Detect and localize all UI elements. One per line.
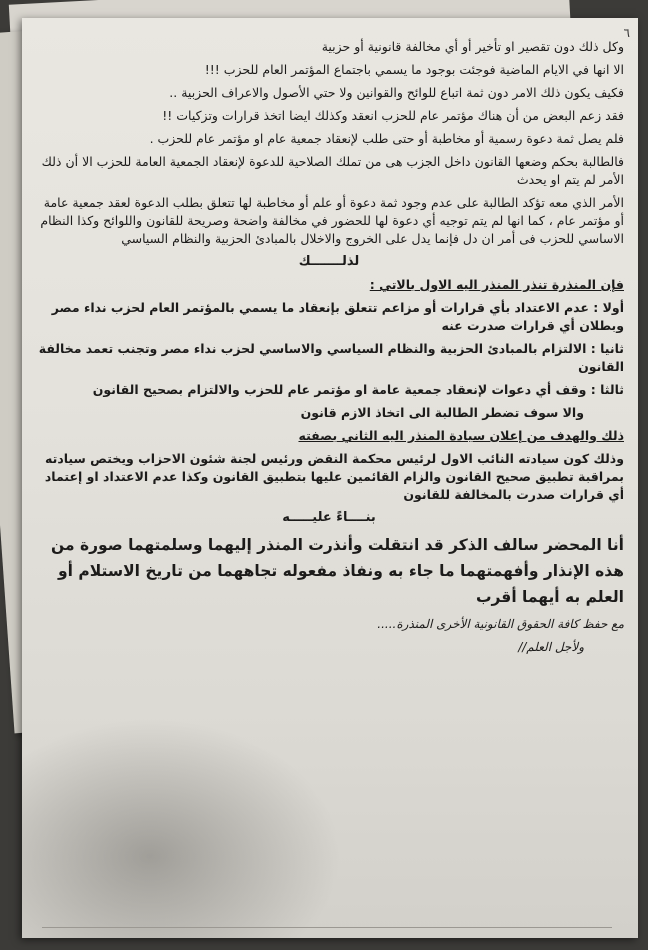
based-heading: بنــــاءً عليـــــه (282, 510, 376, 525)
bottom-rule (42, 927, 612, 928)
paragraph: فالطالبة بحكم وضعها القانون داخل الجزب هى من تملك الصلاحية للدعوة لإنعقاد الجمعية العامة للحزب الا أن ذلك الأمر لم يتم او يحدث (41, 154, 624, 187)
demand-item: ثانيا : الالتزام بالمبادئ الحزبية والنظام السياسي والاساسي لحزب نداء مصر وتجنب تعمد مخالفة القانون (38, 341, 624, 374)
paragraph: الأمر الذي معه تؤكد الطالبة على عدم وجود ثمة دعوة أو علم أو مخاطبة لها تتعلق بطلب الدعوة لعقد جمعية عامة أو مؤتمر عام ، كما انها لم يتم توجيه أي دعوة لها للحضور في مخالفة واضحة وصريحة للقانون واللوائح وكذا النظام الاساسي للحزب فى أمر ان دل فإنما يدل على الخروج والاخلال بالمبادئ الحزبية والنظام السياسي (40, 195, 624, 246)
sign-off: ولأجل العلم// (518, 640, 584, 654)
paragraph: الا انها في الايام الماضية فوجئت بوجود ما يسمي باجتماع المؤتمر العام للحزب !!! (204, 62, 624, 77)
paragraph: وكل ذلك دون تقصير او تأخير أو أي مخالفة قانونية أو حزبية (321, 39, 624, 54)
paragraph: فلم يصل ثمة دعوة رسمية أو مخاطبة أو حتى طلب لإنعقاد جمعية عام او مؤتمر عام للحزب . (149, 131, 624, 146)
therefore-heading: لذلـــــــك (298, 254, 360, 269)
demand-item: أولا : عدم الاعتداد بأي قرارات أو مزاعم تتعلق بإنعقاد ما يسمي بالمؤتمر العام لحزب نداء مصر وبطلان أي قرارات صدرت عنه (51, 300, 624, 333)
document-page (22, 18, 638, 938)
paragraph: فكيف يكون ذلك الامر دون ثمة اتباع للوائح والقوانين ولا حتي الأصول والاعراف الحزبية .. (169, 85, 624, 100)
purpose-heading: ذلك والهدف من إعلان سيادة المنذر اليه الثاني بصفته (298, 428, 624, 443)
paragraph: فقد زعم البعض من أن هناك مؤتمر عام للحزب انعقد وكذلك ايضا اتخذ قرارات وتزكيات !! (162, 108, 624, 123)
page-corner-mark: ٦ (623, 26, 630, 40)
warning-intro: فإن المنذرة تنذر المنذر اليه الاول بالاتي : (369, 277, 624, 292)
bailiff-statement: أنا المحضر سالف الذكر قد انتقلت وأنذرت المنذر إليهما وسلمتهما صورة من هذه الإنذار وأفهمتهما ما جاء به ونفاذ مفعوله تجاههما من تاريخ الاستلام أو العلم به أيهما أقرب (51, 536, 624, 606)
photo-shadow (22, 718, 342, 938)
document-body (34, 38, 624, 661)
purpose-text: وذلك كون سيادته النائب الاول لرئيس محكمة النقض ورئيس لجنة شئون الاحزاب ويختص سيادته بمراقبة تطبيق صحيح القانون والزام القائمين عليها بتطبيق القانون وكذا عدم الاعتداد او إعتماد أي قرارات صدرت بالمخالفة للقانون (44, 451, 624, 502)
demand-item: ثالثا : وقف أي دعوات لإنعقاد جمعية عامة او مؤتمر عام للحزب والالتزام بصحيح القانون (92, 382, 624, 397)
rights-reservation: مع حفظ كافة الحقوق القانونية الأخرى المنذرة..... (377, 617, 624, 631)
demand-item: والا سوف تضطر الطالبة الى اتخاذ الازم قانون (300, 405, 584, 420)
